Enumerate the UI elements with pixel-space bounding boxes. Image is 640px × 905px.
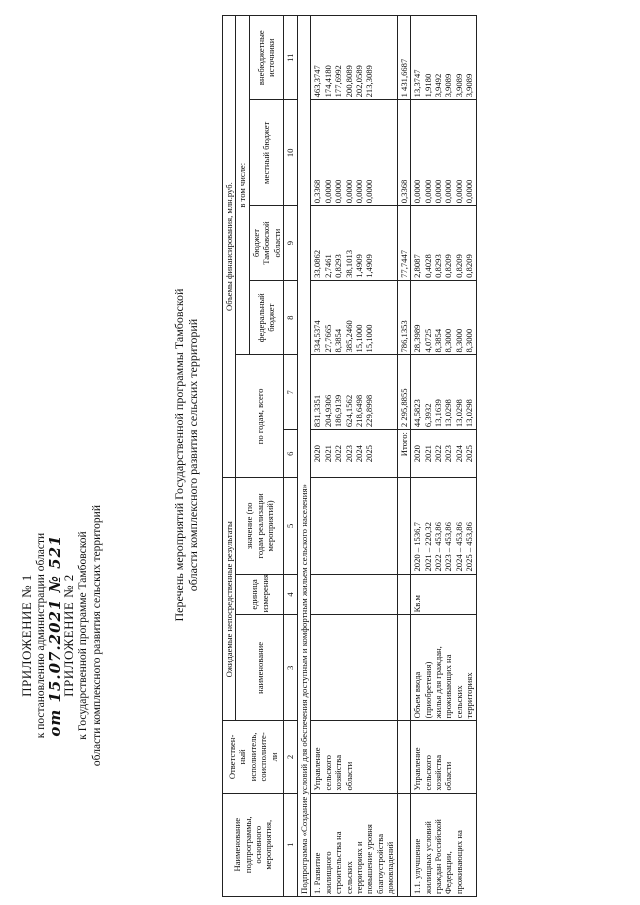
measure-total: 44,5823 6,3932 13,1639 13,0298 13,0298 13,0298 (411, 355, 476, 430)
col-financing-header: Объемы финансирования, млн.руб. (223, 16, 236, 478)
col-number: 10 (284, 100, 298, 206)
measure-federal: 28,3989 4,0725 8,3854 8,3000 8,3000 8,3000 (411, 280, 476, 355)
appendix-1-label: ПРИЛОЖЕНИЕ № 1 (19, 574, 34, 697)
col-number: 9 (284, 206, 298, 281)
measure-years: 2020 2021 2022 2023 2024 2025 (311, 430, 397, 478)
col-number: 6 (284, 430, 298, 478)
col-number: 11 (284, 16, 298, 100)
measure-offbudget: 463,3747 174,4180 177,6992 200,8089 202,0589 213,3089 (311, 16, 397, 100)
col-number: 1 (284, 793, 298, 896)
col-federal-header: федеральный бюджет (249, 280, 283, 355)
measure-result (311, 615, 397, 721)
col-number: 2 (284, 721, 298, 793)
col-number: 4 (284, 574, 298, 615)
handwritten-date-number: от 15.07.2021 № 521 (46, 534, 64, 737)
measure-local: 0,3368 0,0000 0,0000 0,0000 0,0000 0,0000 (311, 100, 397, 206)
total-federal: 786,1353 (397, 280, 410, 355)
col-number: 7 (284, 355, 298, 430)
measure-value (311, 478, 397, 574)
col-number: 8 (284, 280, 298, 355)
header-row-1 (223, 16, 236, 897)
total-all: 2 295,8855 (397, 355, 410, 430)
program-reference-line1: к Государственной программе Тамбовской (77, 531, 89, 740)
measure-total: 831,3351 204,9306 186,9139 624,1562 218,6498 229,8998 (311, 355, 397, 430)
measure-regional: 2,8087 0,4028 0,8293 0,8209 0,8209 0,8209 (411, 206, 476, 281)
col-name-header: Наименование подпрограммы, основного мероприятия, (223, 793, 284, 896)
measure-federal: 334,5374 27,7665 8,3854 385,2460 15,1000 15,1000 (311, 280, 397, 355)
title-line2: области комплексного развития сельских территорий (186, 318, 200, 592)
column-number-row (284, 16, 298, 897)
col-result-name-header: наименование (236, 615, 284, 721)
measure-executor: Управление сельского хозяйства области (411, 721, 476, 793)
measures-table (222, 15, 477, 897)
title-line1: Перечень мероприятий Государственной программы Тамбовской (172, 288, 186, 622)
measure-result: Объем ввода (приобретения) жилья для граждан, проживающих на сельских территориях (411, 615, 476, 721)
resolution-reference: к постановлению администрации области (35, 532, 47, 739)
col-unit-header: единица измерения (236, 574, 284, 615)
measure-years: 2020 2021 2022 2023 2024 2025 (411, 430, 476, 478)
measure-regional: 33,0862 2,7461 0,8293 38,1013 1,4909 1,4909 (311, 206, 397, 281)
col-including-header: в том числе: (236, 16, 249, 356)
col-number: 3 (284, 615, 298, 721)
total-label: Итого: (397, 430, 410, 478)
table-row-measure-1-1 (411, 16, 476, 897)
appendix-header (20, 505, 104, 766)
col-executor-header: Ответствен- ный исполнитель, соисполните- ли (223, 721, 284, 793)
measure-value: 2020 – 1536,7 2021 – 220,32 2022 – 453,86 2023 – 453,86 2024 – 453,86 2025 – 453,86 (411, 478, 476, 574)
measure-unit: Кв.м (411, 574, 476, 615)
total-regional: 77,7447 (397, 206, 410, 281)
col-number: 5 (284, 478, 298, 574)
appendix-2-label: ПРИЛОЖЕНИЕ № 2 (61, 574, 76, 697)
total-offbudget: 1 431,6687 (397, 16, 410, 100)
total-local: 0,3368 (397, 100, 410, 206)
col-local-header: местный бюджет (249, 100, 283, 206)
measure-name: 1. Развитие жилищного строительства на сельских территориях и повышение уровня благоустройства домовладений (311, 793, 397, 896)
table-row-measure-1 (311, 16, 397, 897)
measure-unit (311, 574, 397, 615)
subprogram-title: Подпрограмма «Создание условий для обеспечения доступным и комфортным жильем сельского населения» (298, 16, 311, 897)
measure-name: 1.1. улучшение жилищных условий граждан Российской Федерации, проживающих на (411, 793, 476, 896)
program-reference-line2: области комплексного развития сельских территорий (91, 505, 103, 767)
col-offbudget-header: внебюджетные источники (249, 16, 283, 100)
measure-offbudget: 13,3747 1,9180 3,9492 3,9089 3,9089 3,9089 (411, 16, 476, 100)
measure-local: 0,0000 0,0000 0,0000 0,0000 0,0000 0,0000 (411, 100, 476, 206)
measure-executor: Управление сельского хозяйства области (311, 721, 397, 793)
col-total-header: по годам, всего (236, 355, 284, 478)
col-regional-header: бюджет Тамбовской области (249, 206, 283, 281)
table-row-total (397, 16, 410, 897)
col-results-header: Ожидаемые непосредственные результаты (223, 478, 236, 721)
subprogram-row (298, 16, 311, 897)
col-value-header: значение (по годам реализации мероприятий) (236, 478, 284, 574)
document-title (172, 95, 200, 815)
